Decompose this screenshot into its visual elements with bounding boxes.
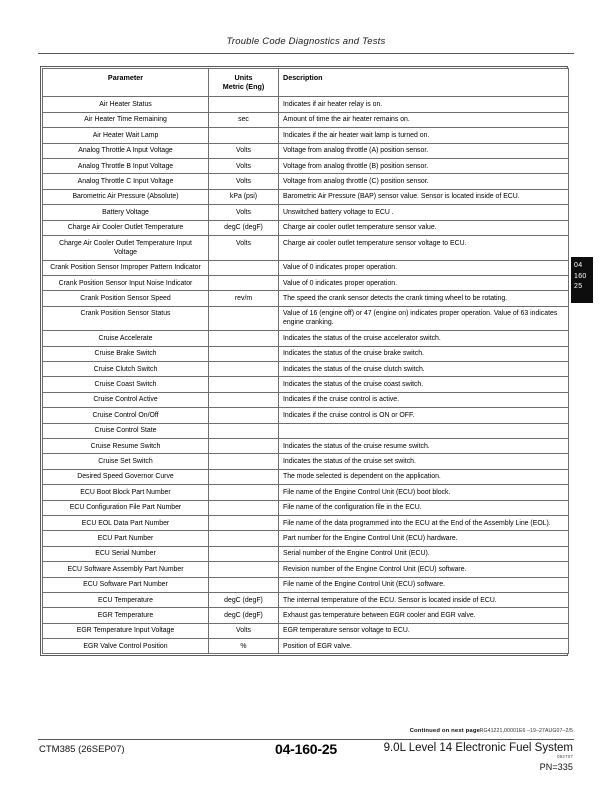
cell-units <box>209 331 279 346</box>
cell-units <box>209 362 279 377</box>
cell-units: Volts <box>209 235 279 260</box>
running-header: Trouble Code Diagnostics and Tests <box>226 36 386 47</box>
table-row <box>43 623 569 638</box>
table-row <box>43 362 569 377</box>
page-number: 04-160-25 <box>274 741 338 757</box>
cell-units <box>209 377 279 392</box>
cell-parameter: ECU Configuration File Part Number <box>43 500 209 515</box>
cell-description: Charge air cooler outlet temperature sensor value. <box>279 220 569 235</box>
cell-description: Indicates the status of the cruise clutch switch. <box>279 362 569 377</box>
cell-units: kPa (psi) <box>209 189 279 204</box>
table-row <box>43 454 569 469</box>
table-row <box>43 189 569 204</box>
cell-parameter: Barometric Air Pressure (Absolute) <box>43 189 209 204</box>
cell-description: Indicates the status of the cruise brake switch. <box>279 346 569 361</box>
table-row <box>43 531 569 546</box>
table-row <box>43 577 569 592</box>
cell-parameter: Air Heater Time Remaining <box>43 112 209 127</box>
cell-description: Voltage from analog throttle (B) position sensor. <box>279 158 569 173</box>
cell-description: Indicates if air heater relay is on. <box>279 97 569 112</box>
table-row <box>43 235 569 260</box>
cell-units: Volts <box>209 174 279 189</box>
cell-parameter: Cruise Resume Switch <box>43 439 209 454</box>
cell-units: rev/m <box>209 291 279 306</box>
publication-title: 9.0L Level 14 Electronic Fuel System <box>383 742 573 754</box>
cell-parameter: Analog Throttle A Input Voltage <box>43 143 209 158</box>
table-row <box>43 500 569 515</box>
column-header-parameter: Parameter <box>43 69 209 97</box>
parameter-table <box>42 68 569 654</box>
table-row <box>43 112 569 127</box>
cell-description: The internal temperature of the ECU. Sensor is located inside of ECU. <box>279 592 569 607</box>
table-row <box>43 143 569 158</box>
table-row <box>43 423 569 438</box>
manual-identifier: CTM385 (26SEP07) <box>39 744 125 755</box>
reference-code: RG41221,00001E6 –19–27AUG07–2/5 <box>479 728 573 734</box>
cell-parameter: Cruise Set Switch <box>43 454 209 469</box>
cell-parameter: Charge Air Cooler Outlet Temperature Input Voltage <box>43 235 209 260</box>
cell-units <box>209 515 279 530</box>
cell-units <box>209 500 279 515</box>
cell-parameter: Cruise Control Active <box>43 392 209 407</box>
cell-description: File name of the Engine Control Unit (ECU) boot block. <box>279 485 569 500</box>
table-row <box>43 97 569 112</box>
cell-units <box>209 577 279 592</box>
cell-description: Indicates the status of the cruise accelerator switch. <box>279 331 569 346</box>
cell-description: Amount of time the air heater remains on. <box>279 112 569 127</box>
table-row <box>43 485 569 500</box>
cell-description: EGR temperature sensor voltage to ECU. <box>279 623 569 638</box>
cell-parameter: Desired Speed Governor Curve <box>43 469 209 484</box>
table-row <box>43 639 569 654</box>
cell-parameter: ECU EOL Data Part Number <box>43 515 209 530</box>
column-header-description: Description <box>279 69 569 97</box>
cell-units <box>209 128 279 143</box>
cell-parameter: Cruise Clutch Switch <box>43 362 209 377</box>
table-row <box>43 275 569 290</box>
column-header-units-sublabel: Metric (Eng) <box>222 82 265 92</box>
cell-parameter: ECU Software Assembly Part Number <box>43 562 209 577</box>
cell-description: Voltage from analog throttle (C) position sensor. <box>279 174 569 189</box>
cell-description: Indicates the status of the cruise resume switch. <box>279 439 569 454</box>
cell-parameter: Cruise Brake Switch <box>43 346 209 361</box>
side-tab-line-1: 04 <box>574 262 583 269</box>
cell-description: Value of 0 indicates proper operation. <box>279 275 569 290</box>
table-header-row <box>43 69 569 97</box>
table-row <box>43 158 569 173</box>
cell-parameter: Cruise Control State <box>43 423 209 438</box>
cell-parameter: Cruise Accelerate <box>43 331 209 346</box>
table-row <box>43 469 569 484</box>
cell-parameter: Crank Position Sensor Status <box>43 306 209 331</box>
cell-parameter: ECU Serial Number <box>43 546 209 561</box>
cell-description: Value of 16 (engine off) or 47 (engine on) indicates proper operation. Value of 63 indicates engine cranking. <box>279 306 569 331</box>
table-row <box>43 608 569 623</box>
cell-units <box>209 469 279 484</box>
cell-description: Indicates if the cruise control is ON or OFF. <box>279 408 569 423</box>
table-row <box>43 260 569 275</box>
table-row <box>43 220 569 235</box>
table-row <box>43 174 569 189</box>
cell-units: degC (degF) <box>209 220 279 235</box>
cell-description: Unswitched battery voltage to ECU . <box>279 205 569 220</box>
cell-description: Position of EGR valve. <box>279 639 569 654</box>
cell-parameter: Crank Position Sensor Input Noise Indicator <box>43 275 209 290</box>
cell-units <box>209 306 279 331</box>
table-row <box>43 331 569 346</box>
cell-description: Indicates if the cruise control is active. <box>279 392 569 407</box>
table-row <box>43 377 569 392</box>
side-tab-line-3: 25 <box>574 283 583 290</box>
cell-parameter: Analog Throttle B Input Voltage <box>43 158 209 173</box>
cell-units <box>209 260 279 275</box>
cell-parameter: Crank Position Sensor Improper Pattern Indicator <box>43 260 209 275</box>
continued-note: Continued on next page <box>409 728 480 734</box>
cell-parameter: ECU Temperature <box>43 592 209 607</box>
table-row <box>43 592 569 607</box>
cell-units <box>209 531 279 546</box>
cell-parameter: Battery Voltage <box>43 205 209 220</box>
cell-parameter: EGR Temperature Input Voltage <box>43 623 209 638</box>
cell-units <box>209 439 279 454</box>
table-row <box>43 128 569 143</box>
cell-units <box>209 392 279 407</box>
cell-parameter: Cruise Coast Switch <box>43 377 209 392</box>
cell-parameter: ECU Part Number <box>43 531 209 546</box>
cell-units: Volts <box>209 143 279 158</box>
cell-description: Value of 0 indicates proper operation. <box>279 260 569 275</box>
date-code: 092707 <box>557 754 573 759</box>
side-tab-index <box>571 257 593 303</box>
table-row <box>43 515 569 530</box>
cell-units <box>209 423 279 438</box>
cell-description: File name of the configuration file in the ECU. <box>279 500 569 515</box>
table-row <box>43 306 569 331</box>
cell-description: Charge air cooler outlet temperature sensor voltage to ECU. <box>279 235 569 260</box>
cell-units: Volts <box>209 158 279 173</box>
cell-units <box>209 454 279 469</box>
column-header-units-label: Units <box>234 73 253 82</box>
cell-description: The mode selected is dependent on the application. <box>279 469 569 484</box>
cell-units <box>209 97 279 112</box>
cell-units <box>209 485 279 500</box>
cell-parameter: Charge Air Cooler Outlet Temperature <box>43 220 209 235</box>
cell-parameter: Air Heater Wait Lamp <box>43 128 209 143</box>
cell-units <box>209 562 279 577</box>
cell-description: Indicates the status of the cruise coast switch. <box>279 377 569 392</box>
cell-description <box>279 423 569 438</box>
cell-units <box>209 546 279 561</box>
cell-parameter: ECU Software Part Number <box>43 577 209 592</box>
cell-description: Revision number of the Engine Control Unit (ECU) software. <box>279 562 569 577</box>
cell-parameter: Cruise Control On/Off <box>43 408 209 423</box>
table-row <box>43 205 569 220</box>
footer-divider <box>38 739 574 740</box>
cell-units: degC (degF) <box>209 608 279 623</box>
table-header <box>43 69 569 97</box>
cell-description: Exhaust gas temperature between EGR cooler and EGR valve. <box>279 608 569 623</box>
table-body <box>43 97 569 654</box>
cell-parameter: Crank Position Sensor Speed <box>43 291 209 306</box>
cell-units: % <box>209 639 279 654</box>
table-row <box>43 291 569 306</box>
parameter-table-container <box>40 66 568 656</box>
cell-description: Part number for the Engine Control Unit (ECU) hardware. <box>279 531 569 546</box>
cell-description: File name of the data programmed into the ECU at the End of the Assembly Line (EOL). <box>279 515 569 530</box>
cell-description: Voltage from analog throttle (A) position sensor. <box>279 143 569 158</box>
cell-units <box>209 408 279 423</box>
cell-description: Indicates the status of the cruise set switch. <box>279 454 569 469</box>
table-row <box>43 439 569 454</box>
table-row <box>43 346 569 361</box>
table-row <box>43 546 569 561</box>
header-divider <box>38 53 574 54</box>
table-row <box>43 408 569 423</box>
table-row <box>43 562 569 577</box>
cell-description: File name of the Engine Control Unit (ECU) software. <box>279 577 569 592</box>
cell-units: sec <box>209 112 279 127</box>
cell-units <box>209 275 279 290</box>
cell-description: Indicates if the air heater wait lamp is turned on. <box>279 128 569 143</box>
cell-description: Barometric Air Pressure (BAP) sensor value. Sensor is located inside of ECU. <box>279 189 569 204</box>
cell-units <box>209 346 279 361</box>
cell-parameter: EGR Temperature <box>43 608 209 623</box>
table-row <box>43 392 569 407</box>
column-header-units <box>209 69 279 97</box>
side-tab-line-2: 160 <box>574 272 587 280</box>
cell-units: Volts <box>209 623 279 638</box>
cell-units: Volts <box>209 205 279 220</box>
cell-units: degC (degF) <box>209 592 279 607</box>
cell-description: Serial number of the Engine Control Unit (ECU). <box>279 546 569 561</box>
pn-number: PN=335 <box>539 762 573 772</box>
cell-parameter: ECU Boot Block Part Number <box>43 485 209 500</box>
cell-description: The speed the crank sensor detects the crank timing wheel to be rotating. <box>279 291 569 306</box>
cell-parameter: EGR Valve Control Position <box>43 639 209 654</box>
cell-parameter: Air Heater Status <box>43 97 209 112</box>
cell-parameter: Analog Throttle C Input Voltage <box>43 174 209 189</box>
